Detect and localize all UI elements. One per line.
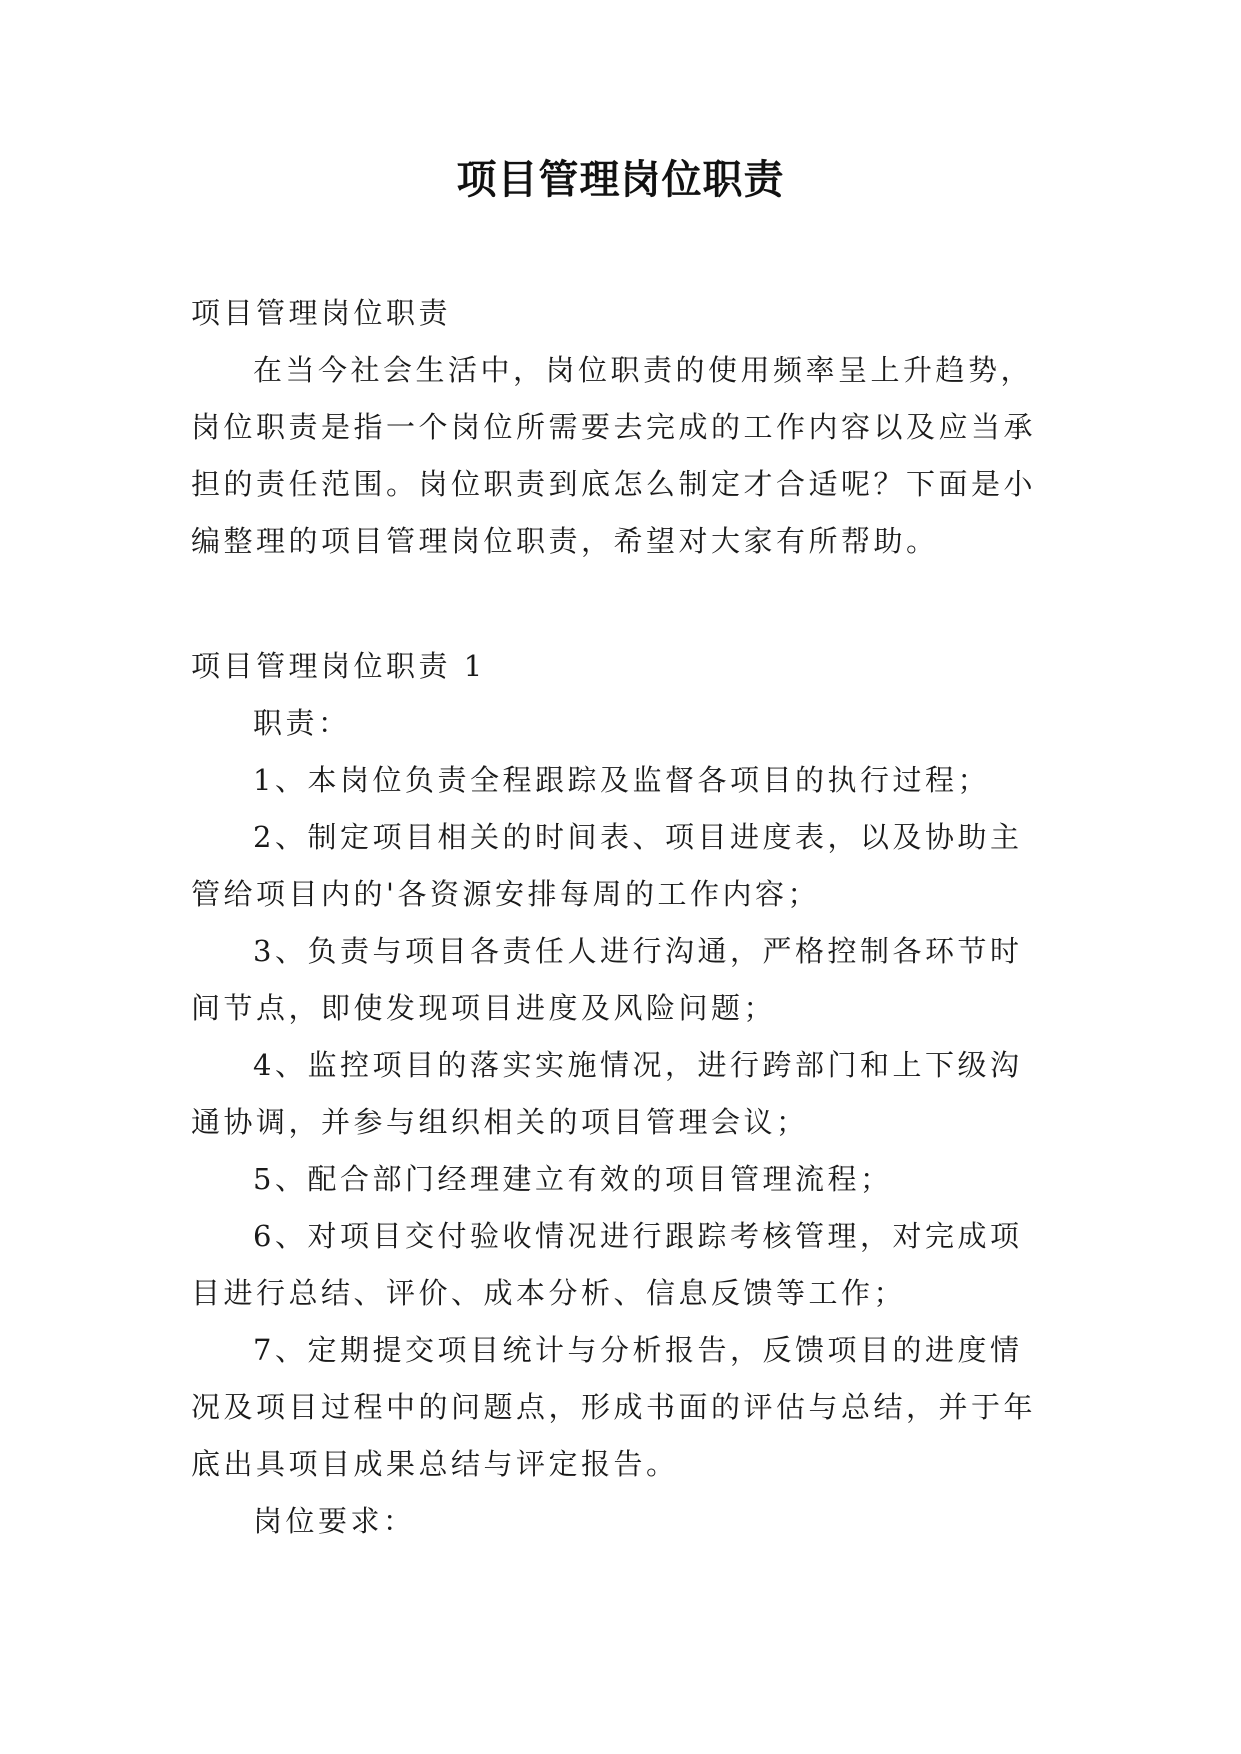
intro-paragraph: 在当今社会生活中，岗位职责的使用频率呈上升趋势，岗位职责是指一个岗位所需要去完成的工作内容以及应当承担的责任范围。岗位职责到底怎么制定才合适呢？下面是小编整理的项目管理岗位职责，希望对大家有所帮助。	[191, 353, 1037, 558]
duty-item: 2、制定项目相关的时间表、项目进度表，以及协助主管给项目内的'各资源安排每周的工作内容；	[191, 820, 1023, 911]
duty-item: 6、对项目交付验收情况进行跟踪考核管理，对完成项目进行总结、评价、成本分析、信息反馈等工作；	[191, 1219, 1023, 1310]
requirements-label: 岗位要求：	[253, 1504, 416, 1538]
duty-item: 3、负责与项目各责任人进行沟通，严格控制各环节时间节点，即使发现项目进度及风险问题；	[191, 934, 1023, 1025]
document-title: 项目管理岗位职责	[456, 157, 785, 203]
duty-item: 4、监控项目的落实实施情况，进行跨部门和上下级沟通协调，并参与组织相关的项目管理会议；	[191, 1048, 1023, 1139]
section-heading: 项目管理岗位职责 1	[191, 649, 486, 683]
section-spacer	[191, 570, 1051, 638]
duty-item: 5、配合部门经理建立有效的项目管理流程；	[253, 1162, 893, 1196]
duty-item: 1、本岗位负责全程跟踪及监督各项目的执行过程；	[253, 763, 990, 797]
duty-item: 7、定期提交项目统计与分析报告，反馈项目的进度情况及项目过程中的问题点，形成书面的评估与总结，并于年底出具项目成果总结与评定报告。	[191, 1333, 1037, 1481]
duties-label: 职责：	[253, 706, 351, 740]
document-body	[191, 285, 1051, 1550]
subtitle: 项目管理岗位职责	[191, 296, 452, 330]
